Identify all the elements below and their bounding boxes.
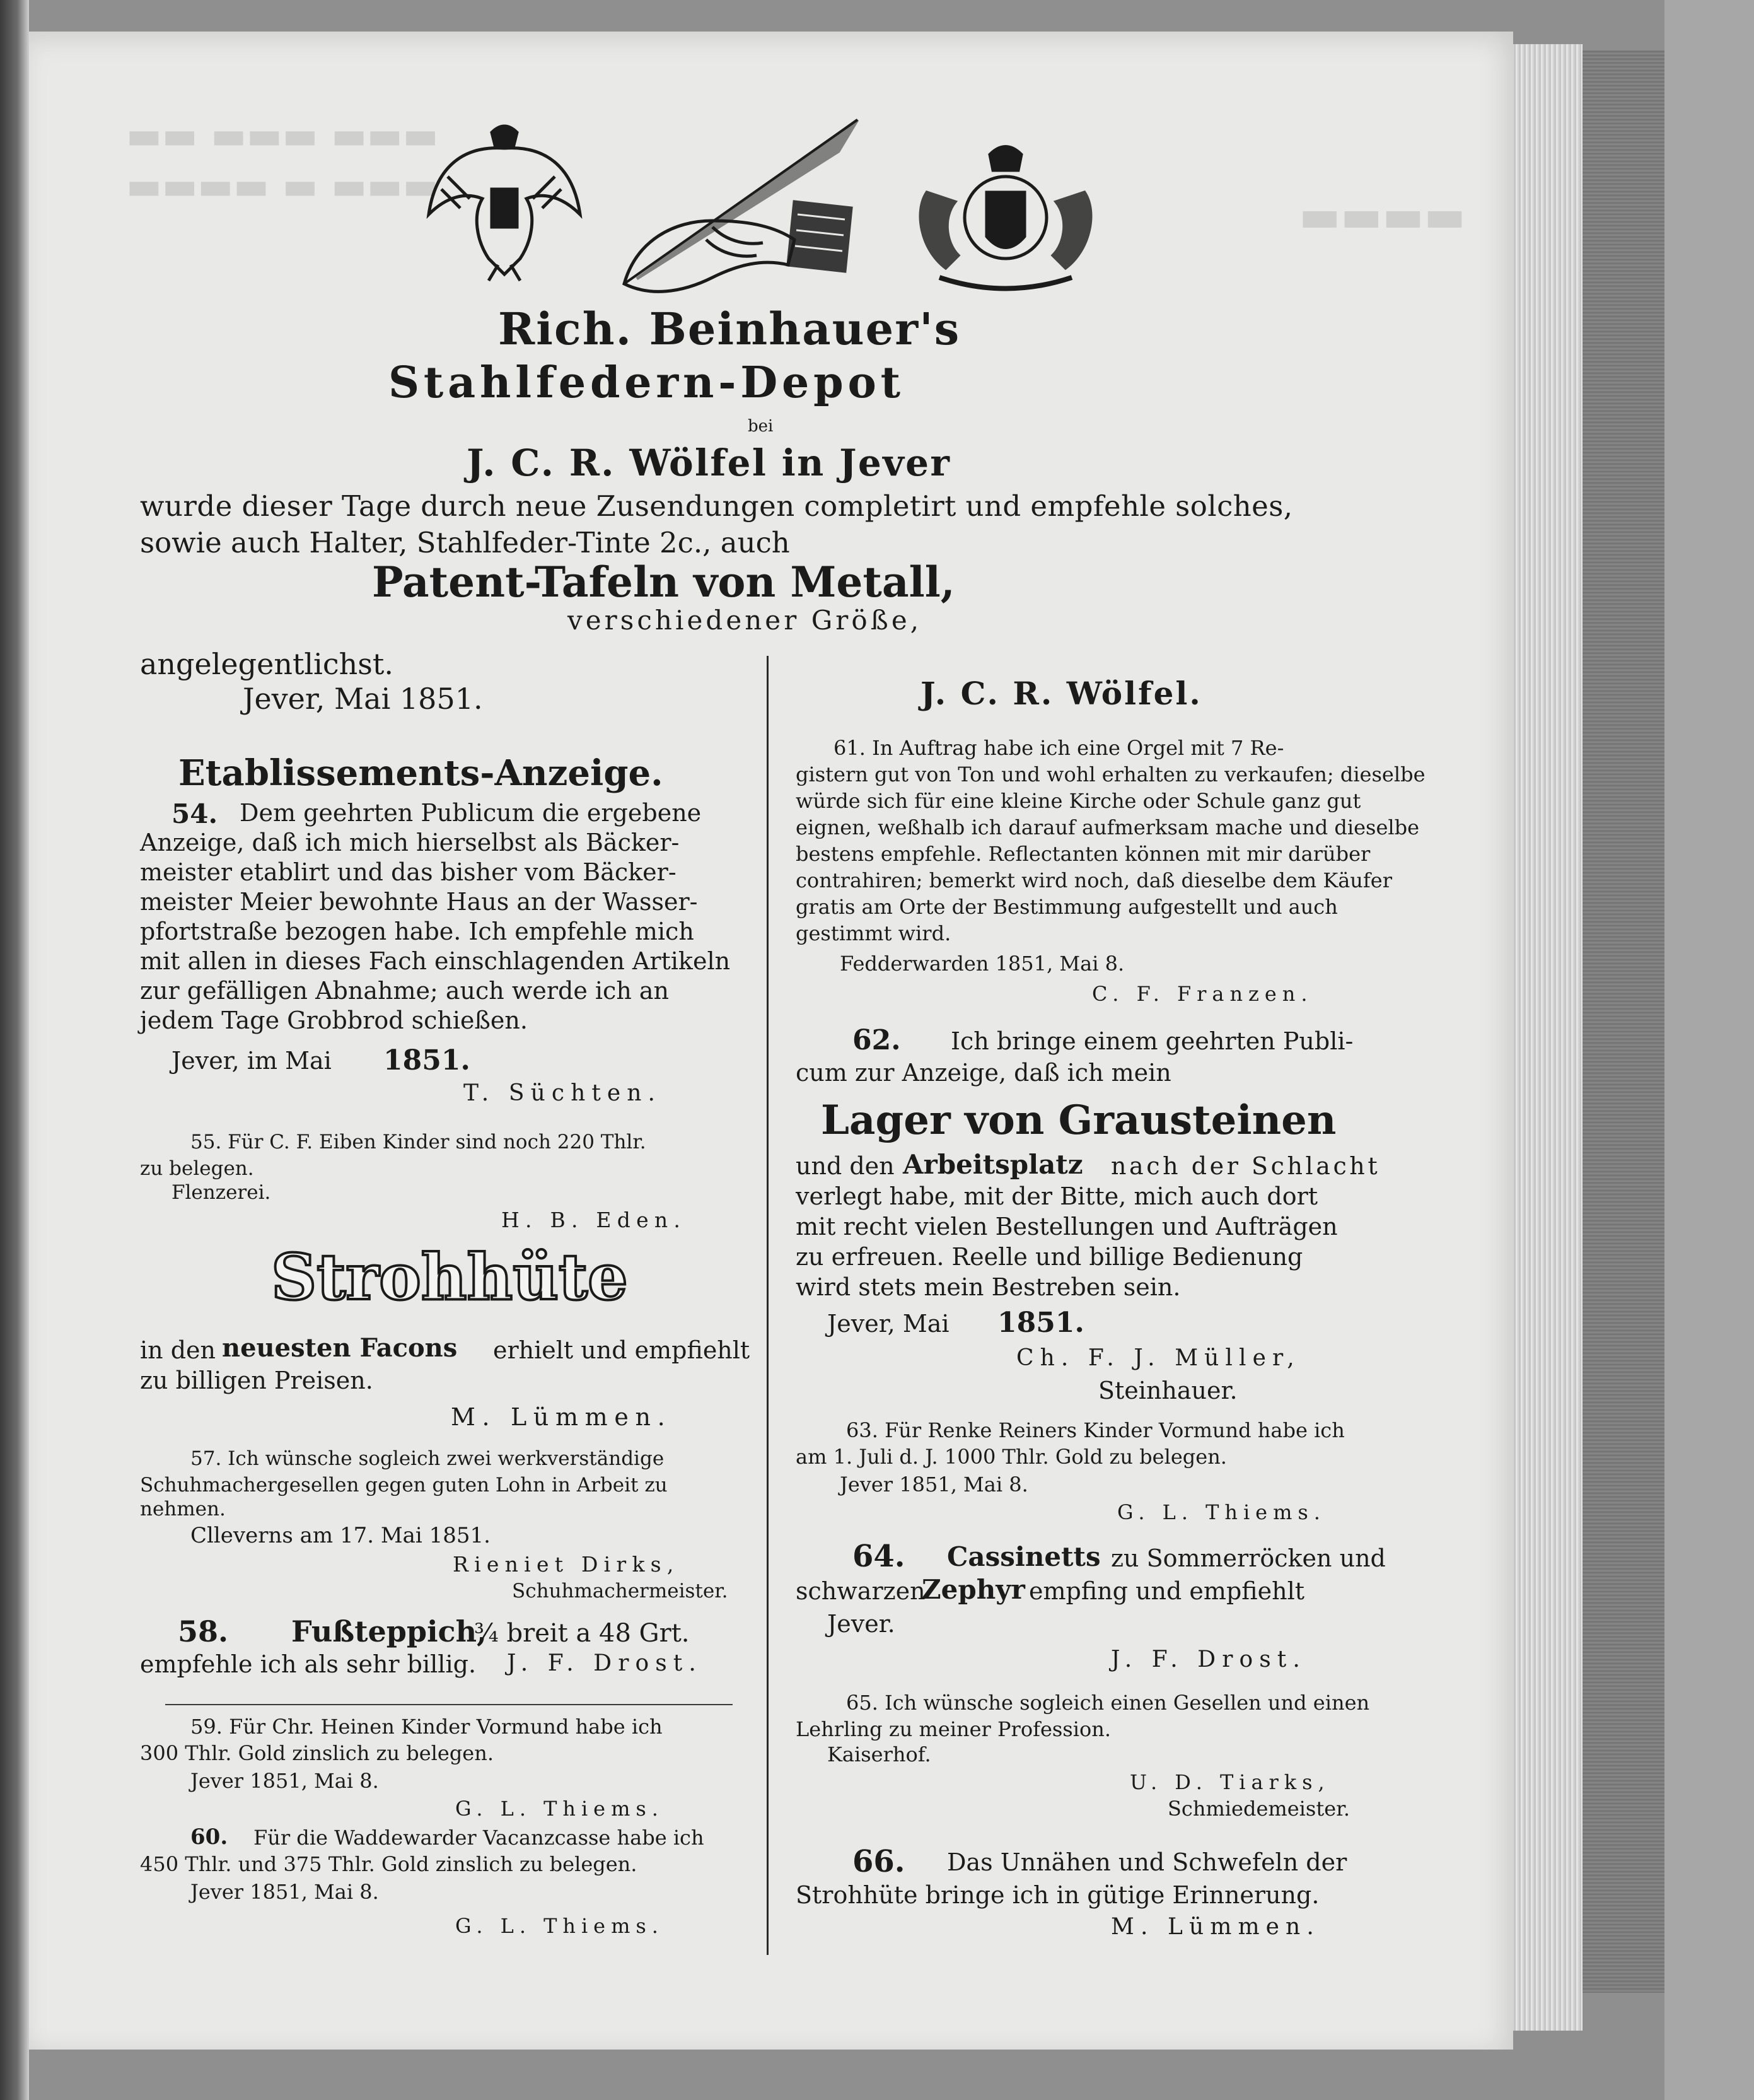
masthead-date: Jever, Mai 1851. (243, 682, 483, 716)
strohhuete-text: erhielt und empfiehlt (493, 1336, 750, 1364)
ad-58-text: ¾ breit a 48 Grt. (474, 1619, 690, 1648)
ad-57-date: Clleverns am 17. Mai 1851. (190, 1523, 491, 1548)
ad-62-role: Steinhauer. (1098, 1377, 1238, 1404)
ad-59-text: 300 Thlr. Gold zinslich zu belegen. (140, 1741, 494, 1765)
ad-66-text: Strohhüte bringe ich in gütige Erinnerung. (796, 1881, 1320, 1909)
ad-60-number: 60. (190, 1824, 228, 1850)
ad-63-text: 63. Für Renke Reiners Kinder Vormund habe ich (846, 1418, 1345, 1442)
ad-64-signature: J. F. Drost. (1111, 1647, 1306, 1672)
ad-62-date: Jever, Mai (827, 1310, 950, 1338)
ad-63-date: Jever 1851, Mai 8. (840, 1473, 1028, 1496)
ad-54-date: Jever, im Mai (171, 1047, 332, 1075)
ad-57-text: Schuhmachergesellen gegen guten Lohn in Arbeit zu (140, 1474, 668, 1496)
ad-61-date: Fedderwarden 1851, Mai 8. (840, 952, 1125, 976)
ad-59-date: Jever 1851, Mai 8. (190, 1769, 379, 1793)
ad-66-text: Das Unnähen und Schwefeln der (947, 1848, 1347, 1876)
ad-62-signature: Ch. F. J. Müller, (1016, 1345, 1301, 1371)
ad-60-text: 450 Thlr. und 375 Thlr. Gold zinslich zu belegen. (140, 1852, 637, 1876)
ad-64-number: 64. (852, 1539, 905, 1574)
ad-61-text: contrahiren; bemerkt wird noch, daß dieselbe dem Käufer (796, 868, 1392, 892)
ad-60-text: Für die Waddewarder Vacanzcasse habe ich (253, 1826, 704, 1850)
ad-61-text: gestimmt wird. (796, 921, 951, 945)
ad-64-text: zu Sommerröcken und (1111, 1544, 1386, 1572)
ad-65-role: Schmiedemeister. (1168, 1797, 1350, 1821)
ad-54-text: Dem geehrten Publicum die ergebene (240, 799, 702, 827)
masthead-signature: J. C. R. Wölfel. (921, 675, 1202, 712)
masthead-subtitle: Stahlfedern-Depot (388, 358, 905, 408)
ad-65-text: Kaiserhof. (827, 1742, 931, 1766)
ad-54-text: zur gefälligen Abnahme; auch werde ich an (140, 977, 670, 1005)
ad-61-text: eignen, weßhalb ich darauf aufmerksam mache und dieselbe (796, 815, 1420, 839)
ad-62-heading: Lager von Grausteinen (821, 1097, 1337, 1144)
ad-54-text: meister Meier bewohnte Haus an der Wasser- (140, 888, 698, 916)
ad-65-signature: U. D. Tiarks, (1130, 1770, 1330, 1794)
ad-57-signature: Rieniet Dirks, (453, 1552, 680, 1577)
ad-55-text: 55. Für C. F. Eiben Kinder sind noch 220 Thlr. (190, 1131, 646, 1153)
ad-66-signature: M. Lümmen. (1111, 1914, 1320, 1940)
ad-55-text: zu belegen. (140, 1157, 254, 1180)
scan-background (1664, 0, 1754, 2100)
ad-54-signature: T. Süchten. (463, 1080, 662, 1106)
ad-64-text: Jever. (827, 1610, 895, 1638)
ad-54-year: 1851. (383, 1044, 470, 1076)
ad-65-text: 65. Ich wünsche sogleich einen Gesellen und einen (846, 1691, 1370, 1715)
ad-62-text: cum zur Anzeige, daß ich mein (796, 1059, 1171, 1087)
ad-62-text: verlegt habe, mit der Bitte, mich auch dort (796, 1182, 1318, 1210)
ad-63-signature: G. L. Thiems. (1117, 1500, 1326, 1524)
ad-54-text: Anzeige, daß ich mich hierselbst als Bäcker- (140, 829, 680, 856)
bleed-through-mark: ▬▬▬▬ ▬ ▬▬▬ (126, 164, 439, 208)
ad-61-signature: C. F. Franzen. (1092, 982, 1313, 1006)
column-divider (767, 656, 769, 1955)
ad-60-date: Jever 1851, Mai 8. (190, 1880, 379, 1904)
masthead-patent: Patent-Tafeln von Metall, (372, 557, 955, 607)
ad-55-signature: H. B. Eden. (501, 1208, 687, 1232)
masthead-angelegentlichst: angelegentlichst. (140, 647, 393, 681)
ad-62-text: Ich bringe einem geehrten Publi- (951, 1027, 1354, 1055)
ad-62-number: 62. (852, 1024, 901, 1056)
strohhuete-text: in den (140, 1336, 216, 1364)
ad-58-signature: J. F. Drost. (507, 1650, 702, 1676)
ad-57-text: nehmen. (140, 1498, 226, 1520)
ad-59-text: 59. Für Chr. Heinen Kinder Vormund habe ich (190, 1715, 663, 1739)
ad-62-text: nach der Schlacht (1111, 1152, 1381, 1180)
ad-62-text: zu erfreuen. Reelle und billige Bedienung (796, 1243, 1303, 1271)
bleed-through-mark: ▬▬▬▬ (1299, 189, 1466, 242)
ad-60-signature: G. L. Thiems. (455, 1914, 664, 1938)
separator-line (165, 1704, 733, 1705)
ad-55-text: Flenzerei. (171, 1181, 271, 1204)
ad-54-text: pfortstraße bezogen habe. Ich empfehle mich (140, 918, 694, 945)
ad-65-text: Lehrling zu meiner Profession. (796, 1717, 1111, 1741)
masthead-body-line: wurde dieser Tage durch neue Zusendungen completirt und empfehle solches, (140, 489, 1293, 523)
bleed-through-mark: ▬▬ ▬▬▬ ▬▬▬ (126, 114, 439, 158)
double-eagle-emblem (422, 120, 586, 284)
ad-57-text: 57. Ich wünsche sogleich zwei werkverständige (190, 1447, 665, 1470)
page-stack-edge (1513, 44, 1583, 2031)
ad-64-item: Zephyr (922, 1574, 1025, 1605)
masthead-dealer: J. C. R. Wölfel in Jever (467, 441, 951, 484)
ad-54-number: 54. (171, 798, 218, 829)
masthead-body-line: sowie auch Halter, Stahlfeder-Tinte 2c., auch (140, 526, 790, 559)
ad-64-item: Cassinetts (947, 1541, 1101, 1572)
ad-63-text: am 1. Juli d. J. 1000 Thlr. Gold zu belegen. (796, 1445, 1227, 1469)
ad-62-text: mit recht vielen Bestellungen und Aufträgen (796, 1213, 1338, 1240)
ad-58-text: empfehle ich als sehr billig. (140, 1650, 477, 1678)
ad-54-text: jedem Tage Grobbrod schießen. (140, 1006, 528, 1034)
ad-62-text: und den (796, 1152, 895, 1180)
ad-62-text: wird stets mein Bestreben sein. (796, 1273, 1181, 1301)
ad-54-text: meister etablirt und das bisher vom Bäcker- (140, 858, 677, 886)
ad-54-text: mit allen in dieses Fach einschlagenden Artikeln (140, 947, 731, 975)
strohhuete-signature: M. Lümmen. (451, 1403, 672, 1431)
ad-62-year: 1851. (997, 1307, 1084, 1339)
etablissements-heading: Etablissements-Anzeige. (178, 752, 663, 794)
ad-62-text-bold: Arbeitsplatz (903, 1149, 1083, 1180)
ad-61-text: gratis am Orte der Bestimmung aufgestellt und auch (796, 895, 1338, 919)
book-cover-edge (1583, 50, 1664, 1993)
ad-61-text: bestens empfehle. Reflectanten können mit mir darüber (796, 842, 1371, 866)
hand-with-quill-illustration (586, 114, 870, 309)
ad-61-text: gistern gut von Ton und wohl erhalten zu verkaufen; dieselbe (796, 762, 1426, 786)
masthead-groesse: verschiedener Größe, (567, 605, 922, 636)
strohhuete-heading: Strohhüte (271, 1240, 628, 1314)
ad-64-text: schwarzen (796, 1577, 926, 1605)
ad-58-number: 58. (178, 1614, 229, 1648)
masthead-bei: bei (748, 417, 774, 436)
strohhuete-text-bold: neuesten Facons (222, 1333, 458, 1363)
ad-57-role: Schuhmachermeister. (512, 1580, 728, 1602)
ad-59-signature: G. L. Thiems. (455, 1797, 664, 1821)
strohhuete-text: zu billigen Preisen. (140, 1367, 373, 1394)
ad-66-number: 66. (852, 1844, 905, 1879)
masthead-title: Rich. Beinhauer's (498, 303, 961, 355)
heraldic-crest-emblem (902, 142, 1110, 300)
ad-61-text: würde sich für eine kleine Kirche oder Schule ganz gut (796, 789, 1361, 813)
ad-58-item: Fußteppich, (291, 1614, 487, 1648)
scan-left-edge (0, 0, 29, 2100)
ad-61-text: 61. In Auftrag habe ich eine Orgel mit 7 Re- (833, 736, 1284, 760)
ad-64-text: empfing und empfiehlt (1029, 1577, 1304, 1605)
